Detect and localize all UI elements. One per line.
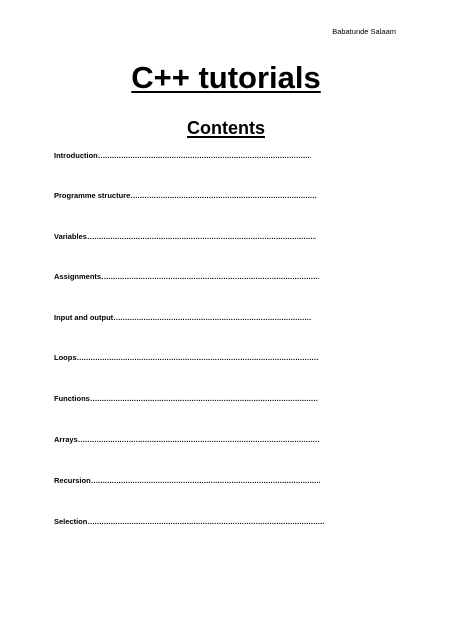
author-name: Babatunde Salaam [332,27,396,36]
toc-dot-leader [91,476,320,486]
toc-item-label: Introduction [54,151,98,160]
toc-dot-leader [101,272,319,282]
toc-dot-leader [78,435,320,445]
toc-item-input-and-output [54,313,312,323]
toc-dot-leader [87,517,325,527]
toc-item-label: Programme structure [54,191,131,200]
toc-dot-leader [113,313,312,323]
toc-item-recursion [54,476,320,486]
toc-dot-leader [77,353,319,363]
toc-item-functions [54,394,318,404]
toc-item-label: Loops [54,353,77,362]
toc-item-introduction [54,151,311,161]
toc-dot-leader [130,191,317,201]
toc-dot-leader [87,232,316,242]
document-title: C++ tutorials [131,60,321,95]
toc-item-label: Selection [54,517,88,526]
toc-dot-leader [90,394,318,404]
toc-item-label: Arrays [54,435,78,444]
toc-item-arrays [54,435,320,445]
toc-dot-leader [98,151,311,161]
toc-item-loops [54,353,319,363]
toc-item-label: Recursion [54,476,91,485]
toc-item-variables [54,232,316,242]
toc-item-label: Functions [54,394,90,403]
toc-item-assignments [54,272,319,282]
toc-item-label: Input and output [54,313,114,322]
contents-heading: Contents [187,118,265,138]
toc-item-selection [54,517,325,527]
toc-item-label: Variables [54,232,87,241]
toc-item-label: Assignments [54,272,102,281]
toc-item-programme-structure [54,191,317,201]
